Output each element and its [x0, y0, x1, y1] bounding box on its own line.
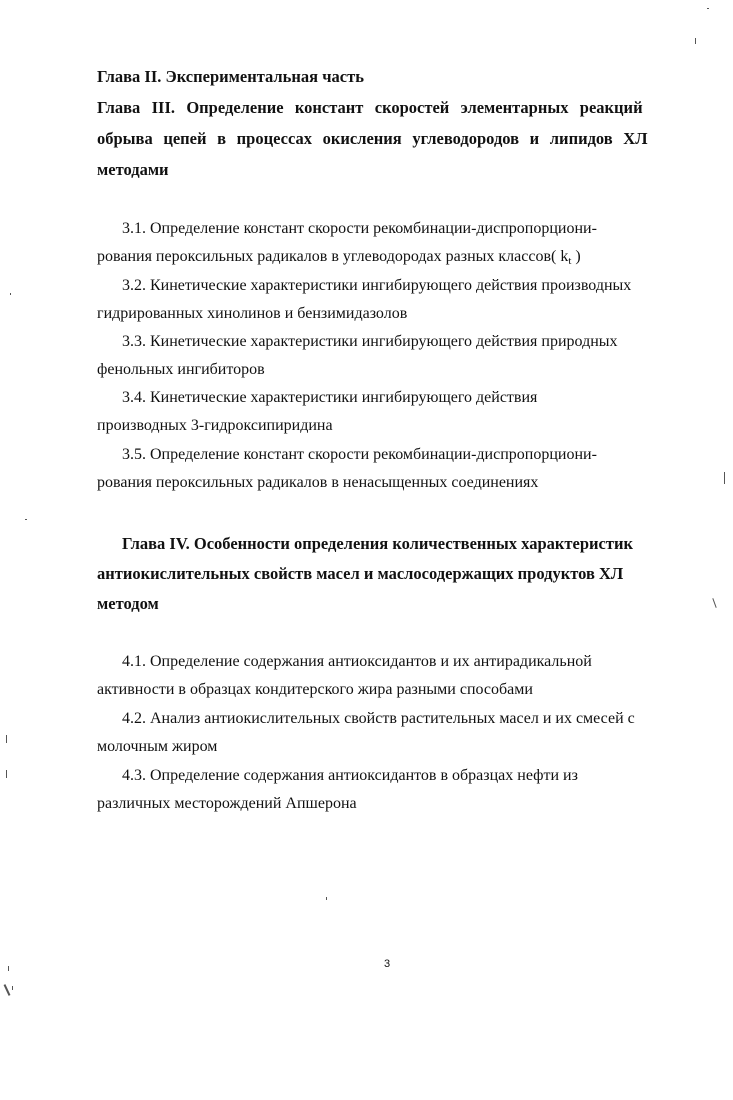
toc-item-4-1-line-2: активности в образцах кондитерского жира разными способами: [97, 681, 533, 698]
toc-item-3-5-line-1: 3.5. Определение констант скорости рекомбинации-диспропорциони-: [122, 446, 597, 463]
toc-item-3-1-text: рования пероксильных радикалов в углеводородах разных классов( k: [97, 248, 569, 265]
chapter-3-title-line-2: обрыва цепей в процессах окисления углеводородов и липидов ХЛ: [97, 129, 648, 148]
toc-item-4-3-line-1: 4.3. Определение содержания антиоксидантов в образцах нефти из: [122, 767, 578, 784]
toc-item-3-4-line-1: 3.4. Кинетические характеристики ингибирующего действия: [122, 389, 538, 406]
toc-item-3-3-line-1: 3.3. Кинетические характеристики ингибирующего действия природных: [122, 333, 618, 350]
toc-item-4-1-line-1: 4.1. Определение содержания антиоксидантов и их антирадикальной: [122, 653, 592, 670]
chapter-3-title-line-3: методами: [97, 160, 169, 179]
chapter-2-title: Глава II. Экспериментальная часть: [97, 67, 364, 86]
page-number: 3: [384, 958, 391, 970]
scan-speck: [707, 8, 709, 9]
toc-item-3-2-line-2: гидрированных хинолинов и бензимидазолов: [97, 305, 408, 322]
toc-item-4-2-line-1: 4.2. Анализ антиокислительных свойств растительных масел и их смесей с: [122, 710, 635, 727]
chapter-4-title-line-1: Глава IV. Особенности определения количественных характеристик: [122, 534, 633, 553]
scan-speck: [6, 770, 7, 778]
chapter-3-title-line-1: Глава III. Определение констант скоростей элементарных реакций: [97, 98, 643, 117]
scan-speck: [8, 966, 9, 971]
chapter-4-title-line-3: методом: [97, 594, 159, 613]
toc-item-4-3-line-2: различных месторождений Апшерона: [97, 795, 357, 812]
scan-speck: [712, 598, 716, 608]
scan-speck: [724, 472, 725, 484]
toc-item-3-2-line-1: 3.2. Кинетические характеристики ингибирующего действия производных: [122, 277, 632, 294]
kt-subscript: t: [568, 255, 572, 267]
toc-item-4-2-line-2: молочным жиром: [97, 738, 218, 755]
toc-item-3-1-line-1: 3.1. Определение констант скорости рекомбинации-диспропорциони-: [122, 220, 597, 237]
scan-speck: [695, 38, 696, 44]
scan-speck: [326, 897, 327, 900]
scan-speck: [6, 735, 7, 743]
scan-speck: [10, 293, 11, 295]
scan-speck: [25, 519, 27, 520]
scan-speck: [4, 984, 11, 996]
kt-close-paren: ): [571, 248, 581, 265]
toc-item-3-4-line-2: производных 3-гидроксипиридина: [97, 417, 333, 434]
scan-speck: [12, 986, 13, 990]
toc-item-3-1-line-2: [97, 247, 581, 271]
chapter-4-title-line-2: антиокислительных свойств масел и маслосодержащих продуктов ХЛ: [97, 564, 624, 583]
toc-item-3-5-line-2: рования пероксильных радикалов в ненасыщенных соединениях: [97, 474, 539, 491]
toc-item-3-3-line-2: фенольных ингибиторов: [97, 361, 265, 378]
